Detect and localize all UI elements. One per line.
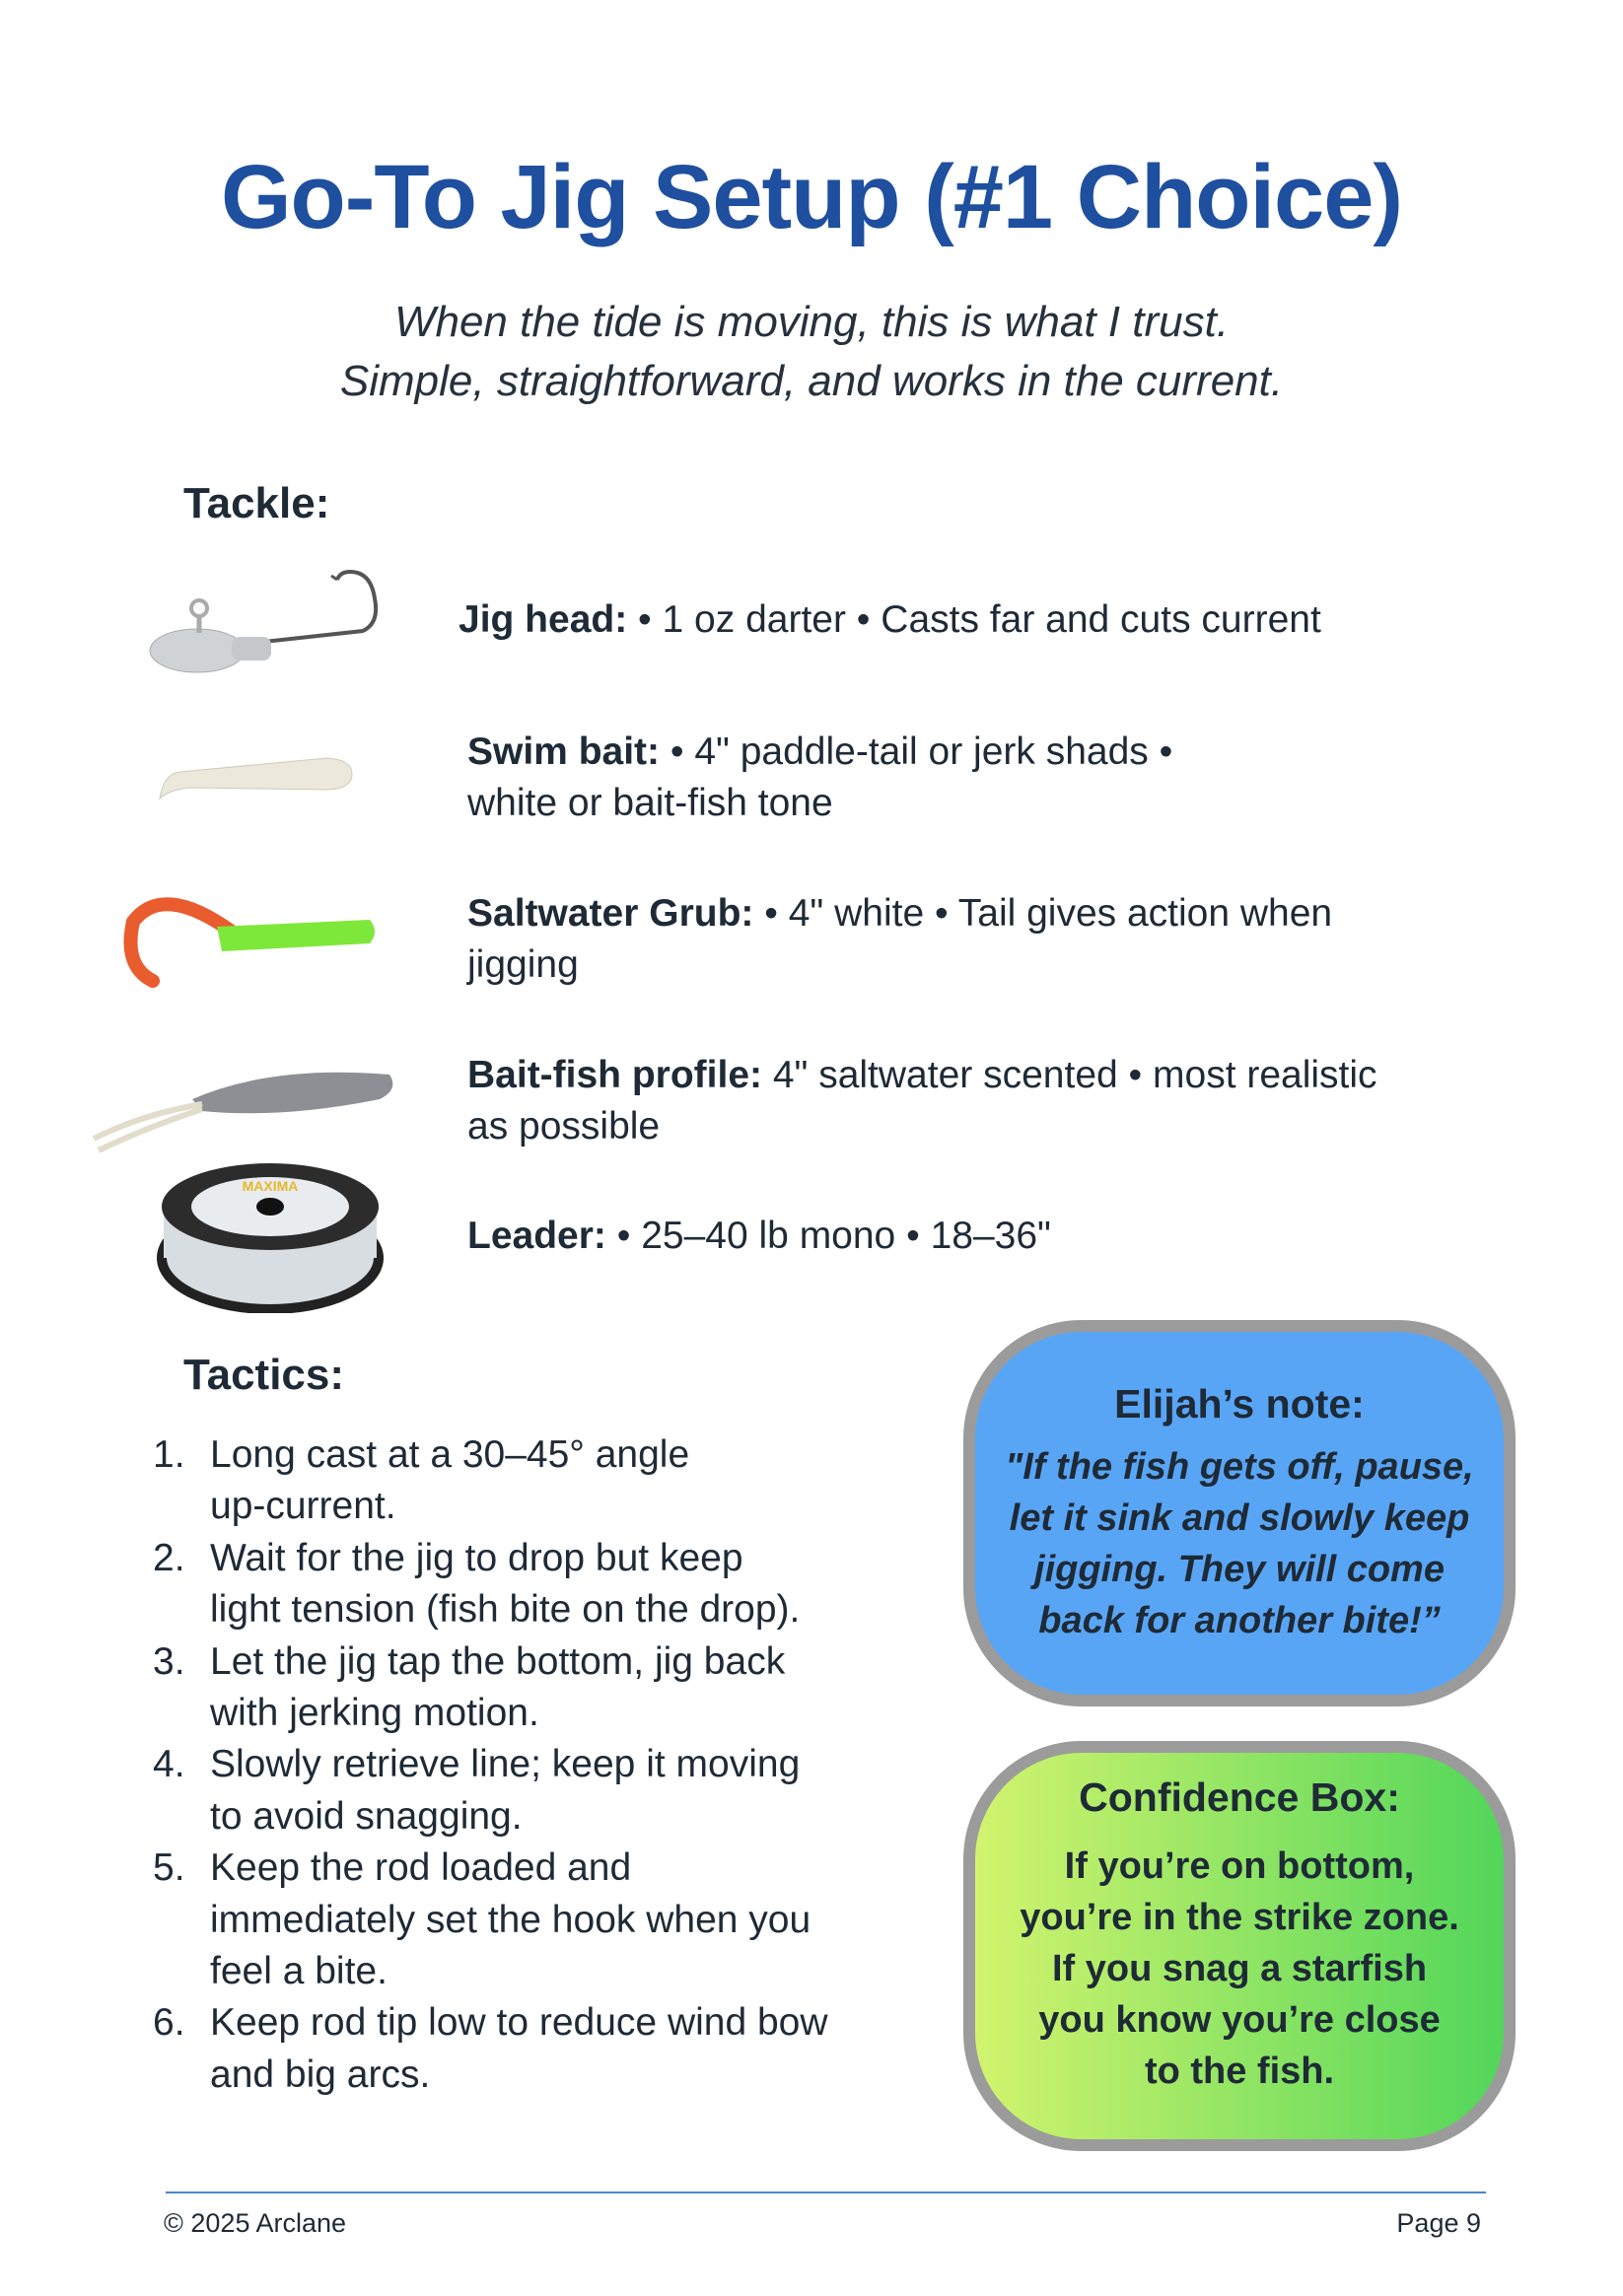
confidence-line: to the fish. <box>1144 2051 1335 2092</box>
grub-image <box>123 882 385 991</box>
confidence-box <box>963 1741 1516 2151</box>
confidence-line: you’re in the strike zone. <box>1020 1897 1459 1938</box>
tactic-line: immediately set the hook when you <box>210 1898 812 1941</box>
tactic-line: light tension (fish bite on the drop). <box>210 1588 801 1632</box>
tactic-number: 5. <box>153 1846 185 1890</box>
tactic-line: Slowly retrieve line; keep it moving <box>210 1743 801 1786</box>
spool-brand: MAXIMA <box>242 1178 299 1194</box>
tackle-item-jig-head: Jig head: • 1 oz darter • Casts far and cuts current <box>459 598 1321 641</box>
footer-copyright: © 2025 Arclane <box>164 2208 347 2238</box>
line-spool-image <box>156 1159 385 1313</box>
tackle-item-grub: Saltwater Grub: • 4" white • Tail gives action when jigging <box>467 892 1333 986</box>
tactic-line: Let the jig tap the bottom, jig back <box>210 1639 786 1683</box>
confidence-line: If you snag a starfish <box>1051 1948 1428 1989</box>
note-heading: Elijah’s note: <box>1114 1381 1365 1426</box>
tackle-heading: Tackle: <box>183 479 330 527</box>
confidence-heading: Confidence Box: <box>1079 1774 1400 1820</box>
subtitle-line: When the tide is moving, this is what I trust. <box>393 298 1230 346</box>
subtitle-line: Simple, straightforward, and works in the current. <box>339 357 1284 405</box>
tackle-item-leader: Leader: • 25–40 lb mono • 18–36" <box>467 1215 1051 1257</box>
elijah-note-box <box>963 1320 1516 1706</box>
tactic-number: 3. <box>153 1639 185 1683</box>
page-title: Go-To Jig Setup (#1 Choice) <box>220 147 1403 247</box>
tactic-number: 6. <box>153 2001 185 2045</box>
note-line: "If the fish gets off, pause, <box>1005 1446 1474 1488</box>
jig-head-image <box>138 564 385 677</box>
tactic-line: up-current. <box>210 1485 396 1528</box>
footer-divider <box>166 2192 1486 2193</box>
tactic-number: 2. <box>153 1536 185 1579</box>
note-line: let it sink and slowly keep <box>1009 1497 1470 1539</box>
tactic-line: with jerking motion. <box>210 1692 539 1734</box>
baitfish-image <box>84 1060 404 1153</box>
note-line: back for another bite!” <box>1038 1600 1441 1641</box>
tactic-number: 4. <box>153 1743 185 1786</box>
tactic-line: feel a bite. <box>210 1950 388 1992</box>
tactic-line: Keep the rod loaded and <box>210 1846 632 1890</box>
tactics-heading: Tactics: <box>183 1351 345 1399</box>
confidence-line: If you’re on bottom, <box>1064 1845 1415 1887</box>
footer-page-number: Page 9 <box>1396 2208 1481 2238</box>
tactic-line: and big arcs. <box>210 2052 431 2096</box>
tactic-line: Wait for the jig to drop but keep <box>210 1536 743 1579</box>
tactic-line: Keep rod tip low to reduce wind bow <box>210 2001 828 2045</box>
swim-bait-image <box>150 744 357 813</box>
tackle-item-swim-bait: Swim bait: • 4" paddle-tail or jerk shads • white or bait-fish tone <box>467 731 1173 824</box>
tactic-line: Long cast at a 30–45° angle <box>210 1433 690 1476</box>
tactic-line: to avoid snagging. <box>210 1794 523 1838</box>
tactic-number: 1. <box>153 1433 185 1476</box>
note-line: jigging. They will come <box>1034 1549 1445 1590</box>
tackle-item-baitfish: Bait-fish profile: 4" saltwater scented • most realistic as possible <box>467 1054 1377 1148</box>
confidence-line: you know you’re close <box>1038 1999 1441 2041</box>
